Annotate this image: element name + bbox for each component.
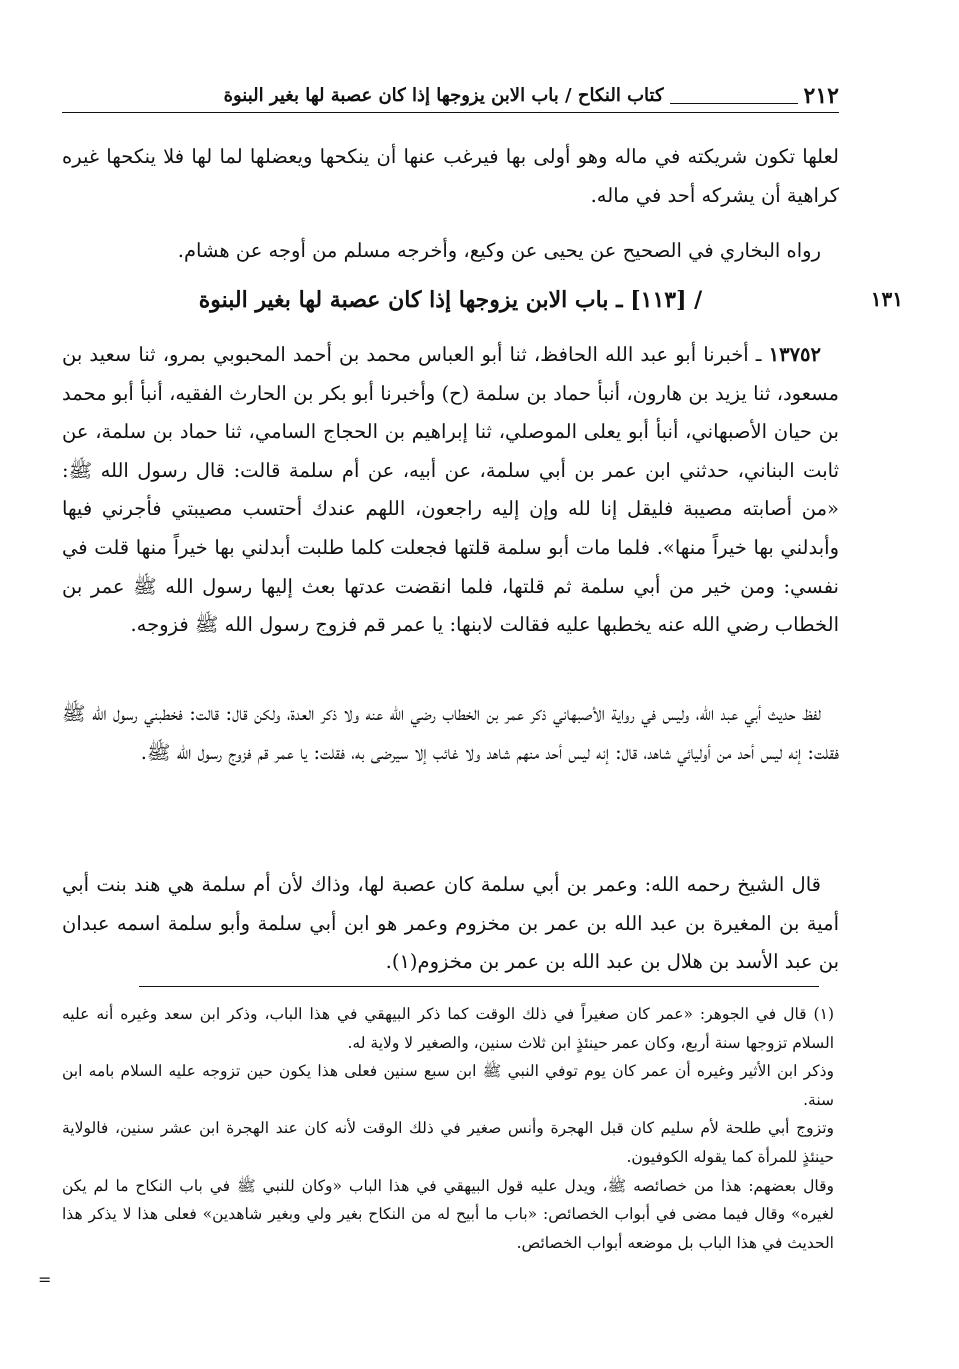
hadith-number: ١٣٧٥٢	[768, 343, 821, 366]
footnote-1-part-4: وقال بعضهم: هذا من خصائصه ﷺ، ويدل عليه قول البيهقي في هذا الباب «وكان للنبي ﷺ في باب النكاح ما لم يكن لغيره» وقال فيما مضى في أبواب الخصائص: «باب ما أبيح له من النكاح بغير ولي وبغير شاهدين» فعلى هذا لا يذكر هذا الحديث في هذا الباب بل موضعه أبواب الخصائص.	[62, 1176, 834, 1252]
footnote-1-part-3: وتزوج أبي طلحة لأم سليم كان قبل الهجرة وأنس صغير في ذلك الوقت لأنه كان عند الهجرة ابن عشر سنين، فالولاية حينئذٍ للمرأة كما يقوله الكوفيون.	[62, 1119, 834, 1166]
page-number: ٢١٢	[803, 83, 839, 109]
footnote-1: (١) قال في الجوهر: «عمر كان صغيراً في ذلك الوقت كما ذكر البيهقي في هذا الباب، وذكر ابن سعد وغيره أنه عليه السلام تزوجها سنة أربع، وكان عمر حينئذٍ ابن ثلاث سنين، والصغير لا ولاية له.	[62, 1005, 834, 1052]
hadith-text: ـ أخبرنا أبو عبد الله الحافظ، ثنا أبو العباس محمد بن أحمد المحبوبي بمرو، ثنا سعيد بن مسعود، ثنا يزيد بن هارون، أنبأ حماد بن سلمة (ح) وأخبرنا أبو بكر بن الحارث الفقيه، أنبأ أبو محمد بن حيان الأصبهاني، أنبأ أبو يعلى الموصلي، ثنا إبراهيم بن الحجاج السامي، ثنا حماد بن سلمة، عن ثابت البناني، حدثني ابن عمر بن أبي سلمة، عن أبيه، عن أم سلمة قالت: قال رسول الله ﷺ: «من أصابته مصيبة فليقل إنا لله وإن إليه راجعون، اللهم عندك أحتسب مصيبتي فأجرني فيها وأبدلني بها خيراً منها». فلما مات أبو سلمة قلتها فجعلت كلما طلبت أبدلني بها خيراً منها قلت في نفسي: ومن خير من أبي سلمة ثم قلتها، فلما انقضت عدتها بعث إليها رسول الله ﷺ عمر بن الخطاب رضي الله عنه يخطبها عليه فقالت لابنها: يا عمر قم فزوج رسول الله ﷺ فزوجه.	[62, 343, 839, 637]
chapter-heading: / [١١٣] ـ باب الابن يزوجها إذا كان عصبة لها بغير البنوة	[198, 287, 703, 313]
running-head-title: كتاب النكاح / باب الابن يزوجها إذا كان عصبة لها بغير البنوة	[223, 85, 664, 106]
paragraph-sheikh-comment: قال الشيخ رحمه الله: وعمر بن أبي سلمة كان عصبة لها، وذاك لأن أم سلمة هي هند بنت أبي أمية بن المغيرة بن عبد الله بن عمر بن مخزوم وعمر هو ابن أبي سلمة وأبو سلمة اسمه عبدان بن عبد الأسد بن هلال بن عبد الله بن عمر بن مخزوم(١).	[62, 873, 839, 974]
continuation-mark: =	[38, 1270, 52, 1289]
paragraph-wording-note: لفظ حديث أبي عبد الله، وليس في رواية الأصبهاني ذكر عمر بن الخطاب رضي الله عنه ولا ذكر العدة، ولكن قال: قالت: فخطبني رسول الله ﷺ فقلت: إنه ليس أحد من أوليائي شاهد، قال: إنه ليس أحد منهم شاهد ولا غائب إلا سيرضى به، فقلت: يا عمر قم فزوج رسول الله ﷺ.	[62, 702, 839, 764]
running-head	[62, 72, 839, 108]
margin-page-number: ١٣١	[870, 287, 903, 311]
paragraph-hadith	[62, 336, 839, 645]
running-head-rule	[670, 103, 798, 104]
footnotes	[62, 1000, 834, 1257]
footnote-1-part-2: وذكر ابن الأثير وغيره أن عمر كان يوم توفي النبي ﷺ ابن سبع سنين فعلى هذا يكون حين تزوجه عليه السلام بامه ابن سنة.	[62, 1062, 834, 1109]
footnote-divider	[139, 986, 819, 987]
paragraph-continuation: لعلها تكون شريكته في ماله وهو أولى بها فيرغب عنها أن ينكحها ويعضلها لما لها فلا ينكحها غيره كراهية أن يشركه أحد في ماله.	[62, 145, 839, 207]
paragraph-narration-note: رواه البخاري في الصحيح عن يحيى عن وكيع، وأخرجه مسلم من أوجه عن هشام.	[177, 239, 821, 262]
header-divider	[62, 112, 839, 113]
